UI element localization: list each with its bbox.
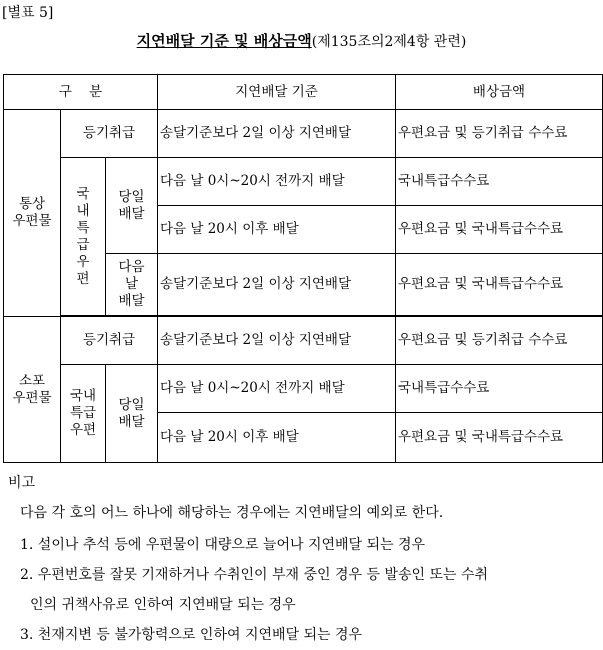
ordinary-next-day-amount: 우편요금 및 국내특급수수료	[396, 254, 603, 316]
parcel-express-label: 국내 특급 우편	[61, 365, 106, 463]
table-row	[4, 317, 603, 365]
list-item: 3. 천재지변 등 불가항력으로 인하여 지연배달 되는 경우	[20, 627, 363, 643]
parcel-registered-label: 등기취급	[61, 317, 158, 365]
ordinary-same-day-label: 당일 배달	[106, 158, 158, 254]
title-reference: (제135조의2제4항 관련)	[311, 34, 467, 50]
ordinary-express-label: 국 내 특 급 우 편	[61, 158, 106, 316]
parcel-same-day-amount-2: 우편요금 및 국내특급수수료	[396, 413, 603, 463]
parcel-same-day-criteria-2: 다음 날 20시 이후 배달	[158, 413, 396, 463]
ordinary-next-day-criteria: 송달기준보다 2일 이상 지연배달	[158, 254, 396, 316]
header-amount: 배상금액	[396, 75, 603, 110]
parcel-same-day-amount-1: 국내특급수수료	[396, 365, 603, 413]
list-item: 1. 설이나 추석 등에 우편물이 대량으로 늘어나 지연배달 되는 경우	[20, 537, 426, 553]
table-row	[4, 158, 603, 206]
parcel-registered-criteria: 송달기준보다 2일 이상 지연배달	[158, 317, 396, 365]
notes-intro: 다음 각 호의 어느 하나에 해당하는 경우에는 지연배달의 예외로 한다.	[20, 505, 444, 521]
header-criteria: 지연배달 기준	[158, 75, 396, 110]
table-row	[4, 110, 603, 158]
parcel-same-day-label: 당일 배달	[106, 365, 158, 463]
header-classification: 구 분	[4, 75, 158, 110]
parcel-registered-amount: 우편요금 및 등기취급 수수료	[396, 317, 603, 365]
delay-compensation-table	[3, 74, 603, 463]
table-row	[4, 365, 603, 413]
ordinary-registered-amount: 우편요금 및 등기취급 수수료	[396, 110, 603, 158]
title-main: 지연배달 기준 및 배상금액	[136, 32, 312, 50]
list-item: 인의 귀책사유로 인하여 지연배달 되는 경우	[30, 597, 296, 613]
list-item: 2. 우편번호를 잘못 기재하거나 수취인이 부재 중인 경우 등 발송인 또는 수취	[20, 567, 489, 583]
table-header-row	[4, 75, 603, 110]
ordinary-same-day-criteria-1: 다음 날 0시~20시 전까지 배달	[158, 158, 396, 206]
document-title	[0, 30, 603, 51]
parcel-mail-label: 소포 우편물	[4, 317, 61, 463]
ordinary-same-day-amount-1: 국내특급수수료	[396, 158, 603, 206]
notes-list	[20, 530, 600, 650]
ordinary-registered-label: 등기취급	[61, 110, 158, 158]
ordinary-same-day-criteria-2: 다음 날 20시 이후 배달	[158, 206, 396, 254]
ordinary-registered-criteria: 송달기준보다 2일 이상 지연배달	[158, 110, 396, 158]
ordinary-same-day-amount-2: 우편요금 및 국내특급수수료	[396, 206, 603, 254]
ordinary-next-day-label: 다음 날 배달	[106, 254, 158, 316]
annex-label: [별표 5]	[2, 5, 54, 21]
ordinary-mail-label: 통상 우편물	[4, 110, 61, 317]
parcel-same-day-criteria-1: 다음 날 0시~20시 전까지 배달	[158, 365, 396, 413]
notes-label: 비고	[8, 475, 36, 491]
